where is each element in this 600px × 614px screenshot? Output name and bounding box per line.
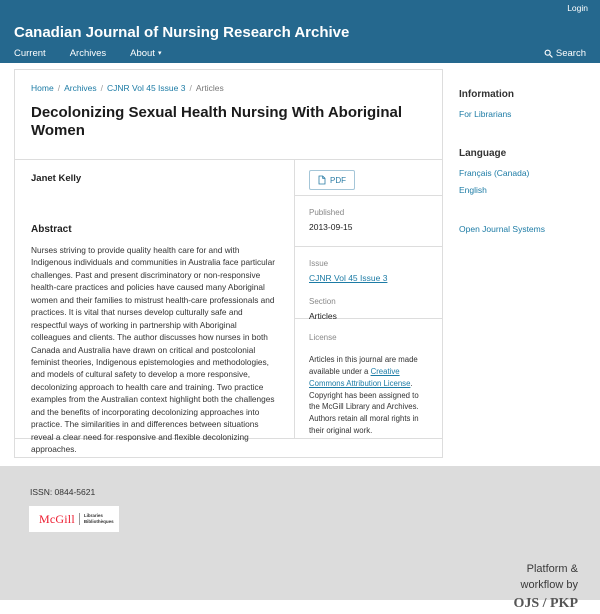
search-icon [544,49,553,58]
license-text-after: . Copyright has been assigned to the McGill Library and Archives. Authors retain all moral rights in their original work. [309,378,419,436]
journal-title[interactable]: Canadian Journal of Nursing Research Archive [14,24,350,41]
breadcrumb [15,70,442,93]
abstract-text: Nurses striving to provide quality health care for and with Indigenous individuals and communities in Australia face particular challenges. Past and present discriminatory or non-responsive health-care practices and policies have caused many Aboriginal women and their families to mistrust health-care professionals and practices. It is vital that nurses develop culturally safe and respectful ways of working in partnership with Aboriginal colleagues and clients. The author discusses how nurses in both Canada and Australia have drawn on critical and postcolonial feminist theories, Indigenous epistemologies and methodologies, and models of cultural safety to develop a more responsive, decolonizing approach to health care and training. Two practice examples from the Australian context highlight both the challenges and the benefits of incorporating decolonizing approaches into practice. The similarities in and differences between situations reveal a clear need for responsive and flexible decolonizing approaches. [31,245,275,454]
article-main [15,160,294,454]
ojs-pkp-logo[interactable]: OJS / PKP [513,595,578,611]
breadcrumb-separator: / [189,83,192,93]
published-section [295,196,442,247]
pdf-button-label: PDF [330,175,346,185]
issn-text: ISSN: 0844-5621 [30,487,96,497]
mcgill-units-text [79,513,114,525]
section-value: Articles [309,311,337,321]
breadcrumb-current: Articles [195,83,224,93]
published-date: 2013-09-15 [309,222,353,232]
mcgill-library-logo[interactable] [29,506,119,532]
information-heading: Information [459,89,514,100]
information-block [459,89,590,119]
issue-label: Issue [309,259,329,268]
abstract-heading: Abstract [31,224,72,235]
nav-item-current[interactable]: Current [14,48,46,59]
license-text [309,354,428,437]
sidebar-link-for-librarians[interactable]: For Librarians [459,109,512,119]
chevron-down-icon: ▾ [157,50,162,57]
platform-credit-line1: Platform & [526,563,578,575]
breadcrumb-separator: / [57,83,61,93]
mcgill-unit-line: Libraries [83,512,103,518]
sidebar-link-english[interactable]: English [459,185,487,195]
section-label: Section [309,297,336,306]
published-label: Published [309,208,345,217]
mcgill-unit-line: Bibliothèques [83,519,114,524]
open-journal-systems-link[interactable]: Open Journal Systems [459,224,545,234]
license-label: License [309,333,337,342]
site-footer [0,466,600,611]
breadcrumb-home-link[interactable]: Home [31,83,54,93]
article-page [14,69,443,458]
main-navbar [0,48,600,59]
content-area [0,63,600,466]
sidebar [443,63,600,466]
article-footer-strip [15,439,442,457]
platform-credit-line2: workflow by [520,578,578,591]
nav-item-about-label: About [130,48,155,59]
main-nav [14,48,161,59]
platform-credit [513,562,578,614]
license-section [295,319,442,438]
mcgill-wordmark: McGill [39,511,75,526]
issue-section [295,247,442,319]
pdf-button[interactable] [309,170,355,190]
article-details [294,160,442,438]
sidebar-link-francais[interactable]: Français (Canada) [459,168,530,178]
galleys-section [295,160,442,196]
author-name: Janet Kelly [31,173,82,184]
language-heading: Language [459,148,507,159]
site-header [0,0,600,63]
nav-item-archives[interactable]: Archives [69,48,107,59]
license-text-before: Articles in this journal are made available under a [309,355,418,376]
creative-commons-license-link[interactable]: Creative Commons Attribution License [309,366,411,388]
search-label: Search [555,48,586,59]
nav-item-about[interactable] [130,48,161,59]
search-link[interactable] [544,48,586,59]
file-pdf-icon [318,175,326,185]
language-block [459,148,590,195]
article-block [15,159,442,454]
breadcrumb-separator: / [100,83,104,93]
article-title: Decolonizing Sexual Health Nursing With Aboriginal Women [31,104,403,139]
login-link[interactable]: Login [567,3,588,13]
issue-link[interactable]: CJNR Vol 45 Issue 3 [309,273,388,283]
breadcrumb-archives-link[interactable]: Archives [64,83,97,93]
breadcrumb-issue-link[interactable]: CJNR Vol 45 Issue 3 [107,83,186,93]
